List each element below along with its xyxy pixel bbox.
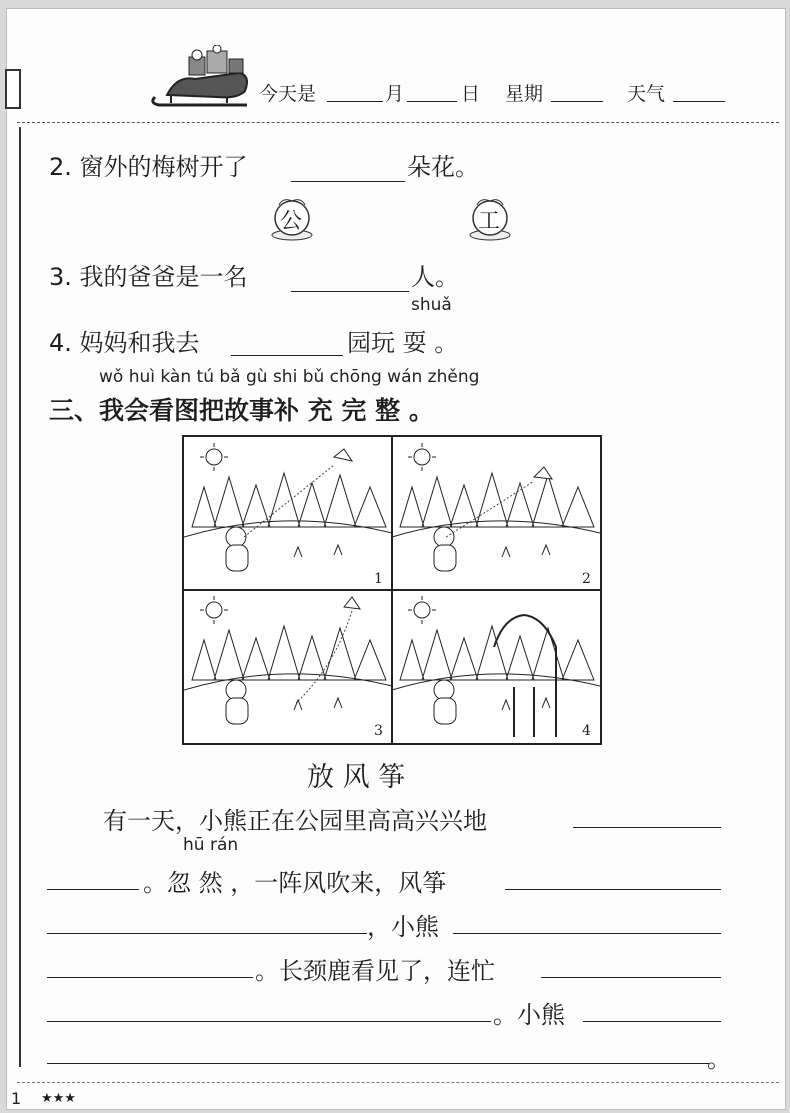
story-blank-7[interactable] <box>541 977 721 978</box>
question-2-suffix: 朵花。 <box>407 153 479 181</box>
day-label: 日 <box>461 83 481 105</box>
page-tab <box>5 69 21 109</box>
story-blank-5[interactable] <box>453 933 721 934</box>
word-badge-gong-work <box>467 195 513 241</box>
sleigh-illustration <box>147 45 259 109</box>
header-divider <box>17 122 779 123</box>
story-line-6: 。 <box>707 1045 731 1073</box>
panel-number: 2 <box>582 571 591 587</box>
badge-character: 公 <box>280 209 303 234</box>
weekday-blank[interactable] <box>551 101 603 102</box>
page-number: 1 <box>11 1089 22 1108</box>
question-2-prefix: 2. 窗外的梅树开了 <box>49 153 248 181</box>
story-blank-4[interactable] <box>47 933 367 934</box>
panel-number: 3 <box>374 723 383 739</box>
worksheet-page <box>6 8 786 1110</box>
question-4-suffix: 园玩 耍 。 <box>347 329 459 357</box>
story-line-5: 。小熊 <box>493 1001 565 1029</box>
footer-divider <box>17 1082 779 1083</box>
story-line-3: ，小熊 <box>367 913 439 941</box>
story-blank-2[interactable] <box>47 889 139 890</box>
difficulty-stars: ★★★ <box>41 1091 76 1106</box>
question-4-blank[interactable] <box>231 355 343 356</box>
story-blank-3[interactable] <box>505 889 721 890</box>
story-blank-10[interactable] <box>47 1063 709 1064</box>
day-blank[interactable] <box>407 101 457 102</box>
story-blank-6[interactable] <box>47 977 253 978</box>
margin-line <box>19 127 21 1067</box>
panel-number: 4 <box>582 723 591 739</box>
question-3-suffix: 人。 <box>411 263 459 291</box>
question-3-blank[interactable] <box>291 291 409 292</box>
word-badge-gong-public <box>269 195 315 241</box>
panel-number: 1 <box>374 571 383 587</box>
weather-blank[interactable] <box>673 101 725 102</box>
story-title: 放 风 筝 <box>307 762 406 793</box>
story-picture-grid <box>182 435 602 745</box>
story-line-1: 有一天，小熊正在公园里高高兴兴地 <box>103 807 487 835</box>
story-illustration <box>184 437 600 743</box>
story-line-2: 。忽 然 ，一阵风吹来，风筝 <box>143 869 447 897</box>
story-pinyin-huran: hū rán <box>183 835 239 855</box>
story-blank-9[interactable] <box>583 1021 721 1022</box>
question-2-blank[interactable] <box>291 181 405 182</box>
section-3-pinyin: wǒ huì kàn tú bǎ gù shi bǔ chōng wán zhěng <box>99 367 480 387</box>
weekday-label: 星期 <box>505 83 544 105</box>
date-label: 今天是 <box>259 83 317 105</box>
question-3-prefix: 3. 我的爸爸是一名 <box>49 263 248 291</box>
question-4-prefix: 4. 妈妈和我去 <box>49 329 200 357</box>
question-4-pinyin: shuǎ <box>411 295 452 315</box>
story-blank-8[interactable] <box>47 1021 491 1022</box>
month-label: 月 <box>385 83 405 105</box>
story-line-4: 。长颈鹿看见了，连忙 <box>255 957 495 985</box>
badge-character: 工 <box>478 209 501 234</box>
weather-label: 天气 <box>627 83 666 105</box>
month-blank[interactable] <box>327 101 383 102</box>
story-blank-1[interactable] <box>573 827 721 828</box>
section-3-title: 三、我会看图把故事补 充 完 整 。 <box>49 396 434 425</box>
